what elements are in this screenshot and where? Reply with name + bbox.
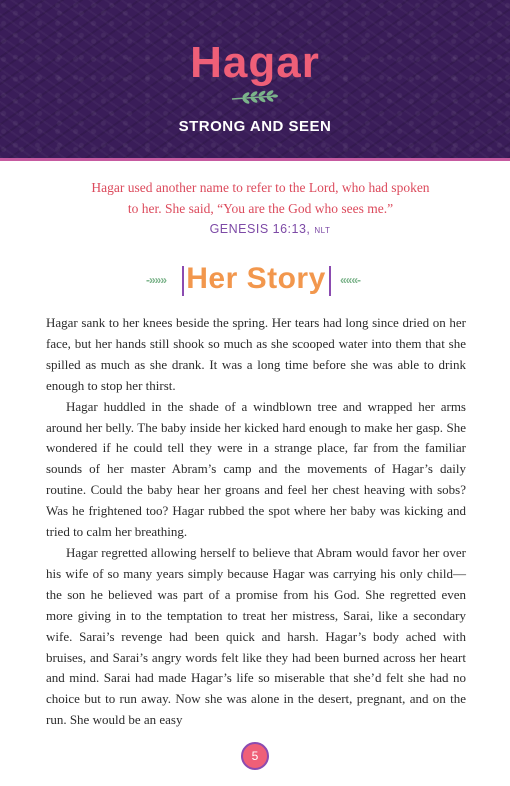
story-paragraph: Hagar regretted allowing herself to believe that Abram would favor her over his wife of so many years simply because Hagar was carrying his only child—the son he believed was part of a promise from his God. She regretted even more giving in to the temptation to treat her mistress, Sarai, like a secondary wife. Sarai’s revenge had been quick and harsh. Hagar’s body ached with bruises, and Sarai’s angry words felt like they had been burned across her heart and mind. Sarai had made Hagar’s life so miserable that she’d felt she had no choice but to run away. Now she was alone in the desert, pregnant, and on the run. She would be an easy: [46, 544, 466, 728]
page-number: 5: [241, 742, 269, 770]
right-ornament-icon: «««-: [340, 273, 361, 287]
scripture-quote: Hagar used another name to refer to the Lord, who had spoken to her. She said, “You are the God who sees me.”: [91, 180, 430, 216]
leaf-sprig-icon: [232, 90, 278, 104]
chapter-subtitle: STRONG AND SEEN: [178, 118, 332, 135]
story-paragraph: Hagar huddled in the shade of a windblown tree and wrapped her arms around her belly. The baby inside her kicked hard enough to make her gasp. She wondered if he could tell they were in a strange place, far from the familiar sounds of her master Abram’s camp and the movements of Hagar’s daily routine. Could the baby hear her groans and feel her chest heaving with sobs? Was he frightened too? Hagar rubbed the spot where her baby was kicking and tried to calm her breathing.: [46, 398, 466, 540]
section-title: Her Story: [186, 262, 326, 295]
story-body: [46, 313, 466, 731]
banner-border: [0, 158, 510, 161]
left-ornament-icon: -»»»: [146, 273, 167, 287]
scripture-reference: [150, 222, 390, 236]
section-header: [0, 258, 510, 306]
chapter-title: Hagar: [190, 38, 320, 87]
reference-text: GENESIS 16:13,: [209, 222, 311, 236]
left-divider-bar: [182, 266, 184, 296]
right-divider-bar: [329, 266, 331, 296]
bible-version: NLT: [314, 226, 331, 235]
story-paragraph: Hagar sank to her knees beside the spring. Her tears had long since dried on her face, but her hands still shook so much as she scooped water into them that she spilled as much as she drank. It was a long time before she was able to drink enough to stop her thirst.: [46, 315, 466, 393]
